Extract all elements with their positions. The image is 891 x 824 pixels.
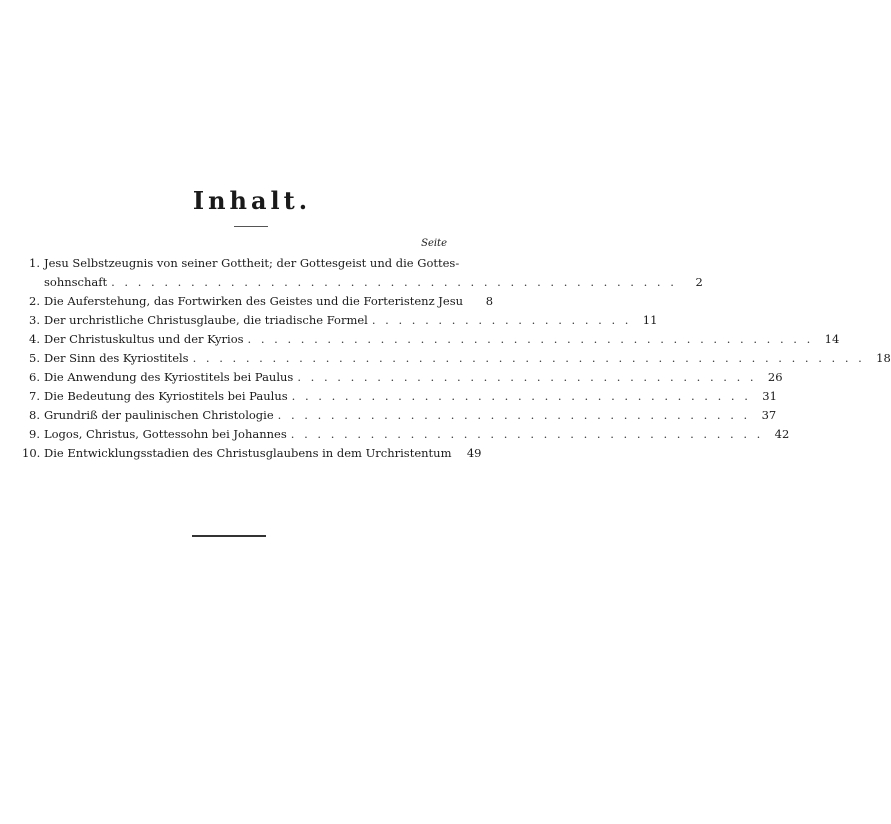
toc-entry-page: 26 bbox=[767, 370, 783, 384]
toc-entry-number: 3. bbox=[29, 313, 40, 327]
toc-entry-title: Der urchristliche Christusglaube, die triadische Formel bbox=[44, 313, 368, 327]
toc-entry-page: 14 bbox=[824, 332, 840, 346]
toc-entry bbox=[22, 311, 658, 330]
toc-entry-number: 8. bbox=[29, 408, 40, 422]
toc-entry-title: Der Christuskultus und der Kyrios bbox=[44, 332, 244, 346]
toc-entry bbox=[22, 292, 494, 311]
toc-leader-dots: . . . . . . . . . . . . . . . . . . . . . . . . . . . . . . . . . . . . bbox=[290, 427, 764, 441]
toc-entry-page: 49 bbox=[466, 446, 482, 460]
toc-entry-title: Jesu Selbstzeugnis von seiner Gottheit; der Gottesgeist und die Gottes- bbox=[44, 256, 460, 270]
toc-entry-page: 37 bbox=[761, 408, 777, 422]
toc-entry-title: Die Bedeutung des Kyriostitels bei Paulus bbox=[44, 389, 288, 403]
page-title: Inhalt. bbox=[192, 186, 312, 215]
toc-entry-page: 42 bbox=[774, 427, 790, 441]
toc-entry-number: 7. bbox=[29, 389, 40, 403]
toc-entry-number: 6. bbox=[29, 370, 40, 384]
toc-entry-page: 11 bbox=[642, 313, 658, 327]
toc-entry-number: 1. bbox=[29, 256, 40, 270]
toc-entry bbox=[22, 406, 777, 425]
toc-entry bbox=[22, 368, 783, 387]
toc-entry-number: 2. bbox=[29, 294, 40, 308]
toc-entry-continuation bbox=[22, 273, 703, 292]
toc-entry-title: Die Auferstehung, das Fortwirken des Geistes und die Forteristenz Jesu bbox=[44, 294, 464, 308]
toc-entry bbox=[22, 330, 840, 349]
title-divider bbox=[234, 226, 268, 227]
toc-entry-number: 5. bbox=[29, 351, 40, 365]
toc-entry-number: 10. bbox=[22, 446, 41, 460]
toc-entry bbox=[22, 444, 482, 463]
toc-entry-title: Logos, Christus, Gottessohn bei Johannes bbox=[44, 427, 287, 441]
toc-leader-dots: . . . . . . . . . . . . . . . . . . . . . . . . . . . . . . . . . . . . . . . . . . . bbox=[111, 275, 677, 289]
toc-entry-title-continued: sohnschaft bbox=[44, 275, 108, 289]
toc-entry-title: Der Sinn des Kyriostitels bbox=[44, 351, 189, 365]
toc-entry bbox=[22, 425, 790, 444]
toc-entry-title: Grundriß der paulinischen Christologie bbox=[44, 408, 274, 422]
toc-entry bbox=[22, 254, 460, 273]
toc-entry-title: Die Anwendung des Kyriostitels bei Paulus bbox=[44, 370, 294, 384]
toc-entry-number: 4. bbox=[29, 332, 40, 346]
toc-entry-page: 18 bbox=[876, 351, 891, 365]
toc-leader-dots: . . . . . . . . . . . . . . . . . . . . . . . . . . . . . . . . . . . bbox=[297, 370, 757, 384]
table-of-contents bbox=[22, 254, 891, 463]
toc-entry-number: 9. bbox=[29, 427, 40, 441]
toc-leader-dots: . . . . . . . . . . . . . . . . . . . . . . . . . . . . . . . . . . . bbox=[291, 389, 751, 403]
toc-leader-dots: . . . . . . . . . . . . . . . . . . . . bbox=[371, 313, 632, 327]
toc-entry-page: 8 bbox=[485, 294, 494, 308]
toc-entry-page: 31 bbox=[762, 389, 777, 403]
toc-entry bbox=[22, 387, 777, 406]
bottom-divider bbox=[192, 535, 266, 537]
toc-leader-dots: . . . . . . . . . . . . . . . . . . . . . . . . . . . . . . . . . . . . bbox=[277, 408, 751, 422]
toc-entry-page: 2 bbox=[695, 275, 703, 289]
page-column-label: Seite bbox=[421, 238, 447, 249]
toc-leader-dots: . . . . . . . . . . . . . . . . . . . . . . . . . . . . . . . . . . . . . . . . . . . . . . . . . . . bbox=[192, 351, 865, 365]
toc-entry-title: Die Entwicklungsstadien des Christusglaubens in dem Urchristentum bbox=[44, 446, 452, 460]
toc-leader-dots: . . . . . . . . . . . . . . . . . . . . . . . . . . . . . . . . . . . . . . . . . . . bbox=[247, 332, 814, 346]
toc-entry bbox=[22, 349, 891, 368]
